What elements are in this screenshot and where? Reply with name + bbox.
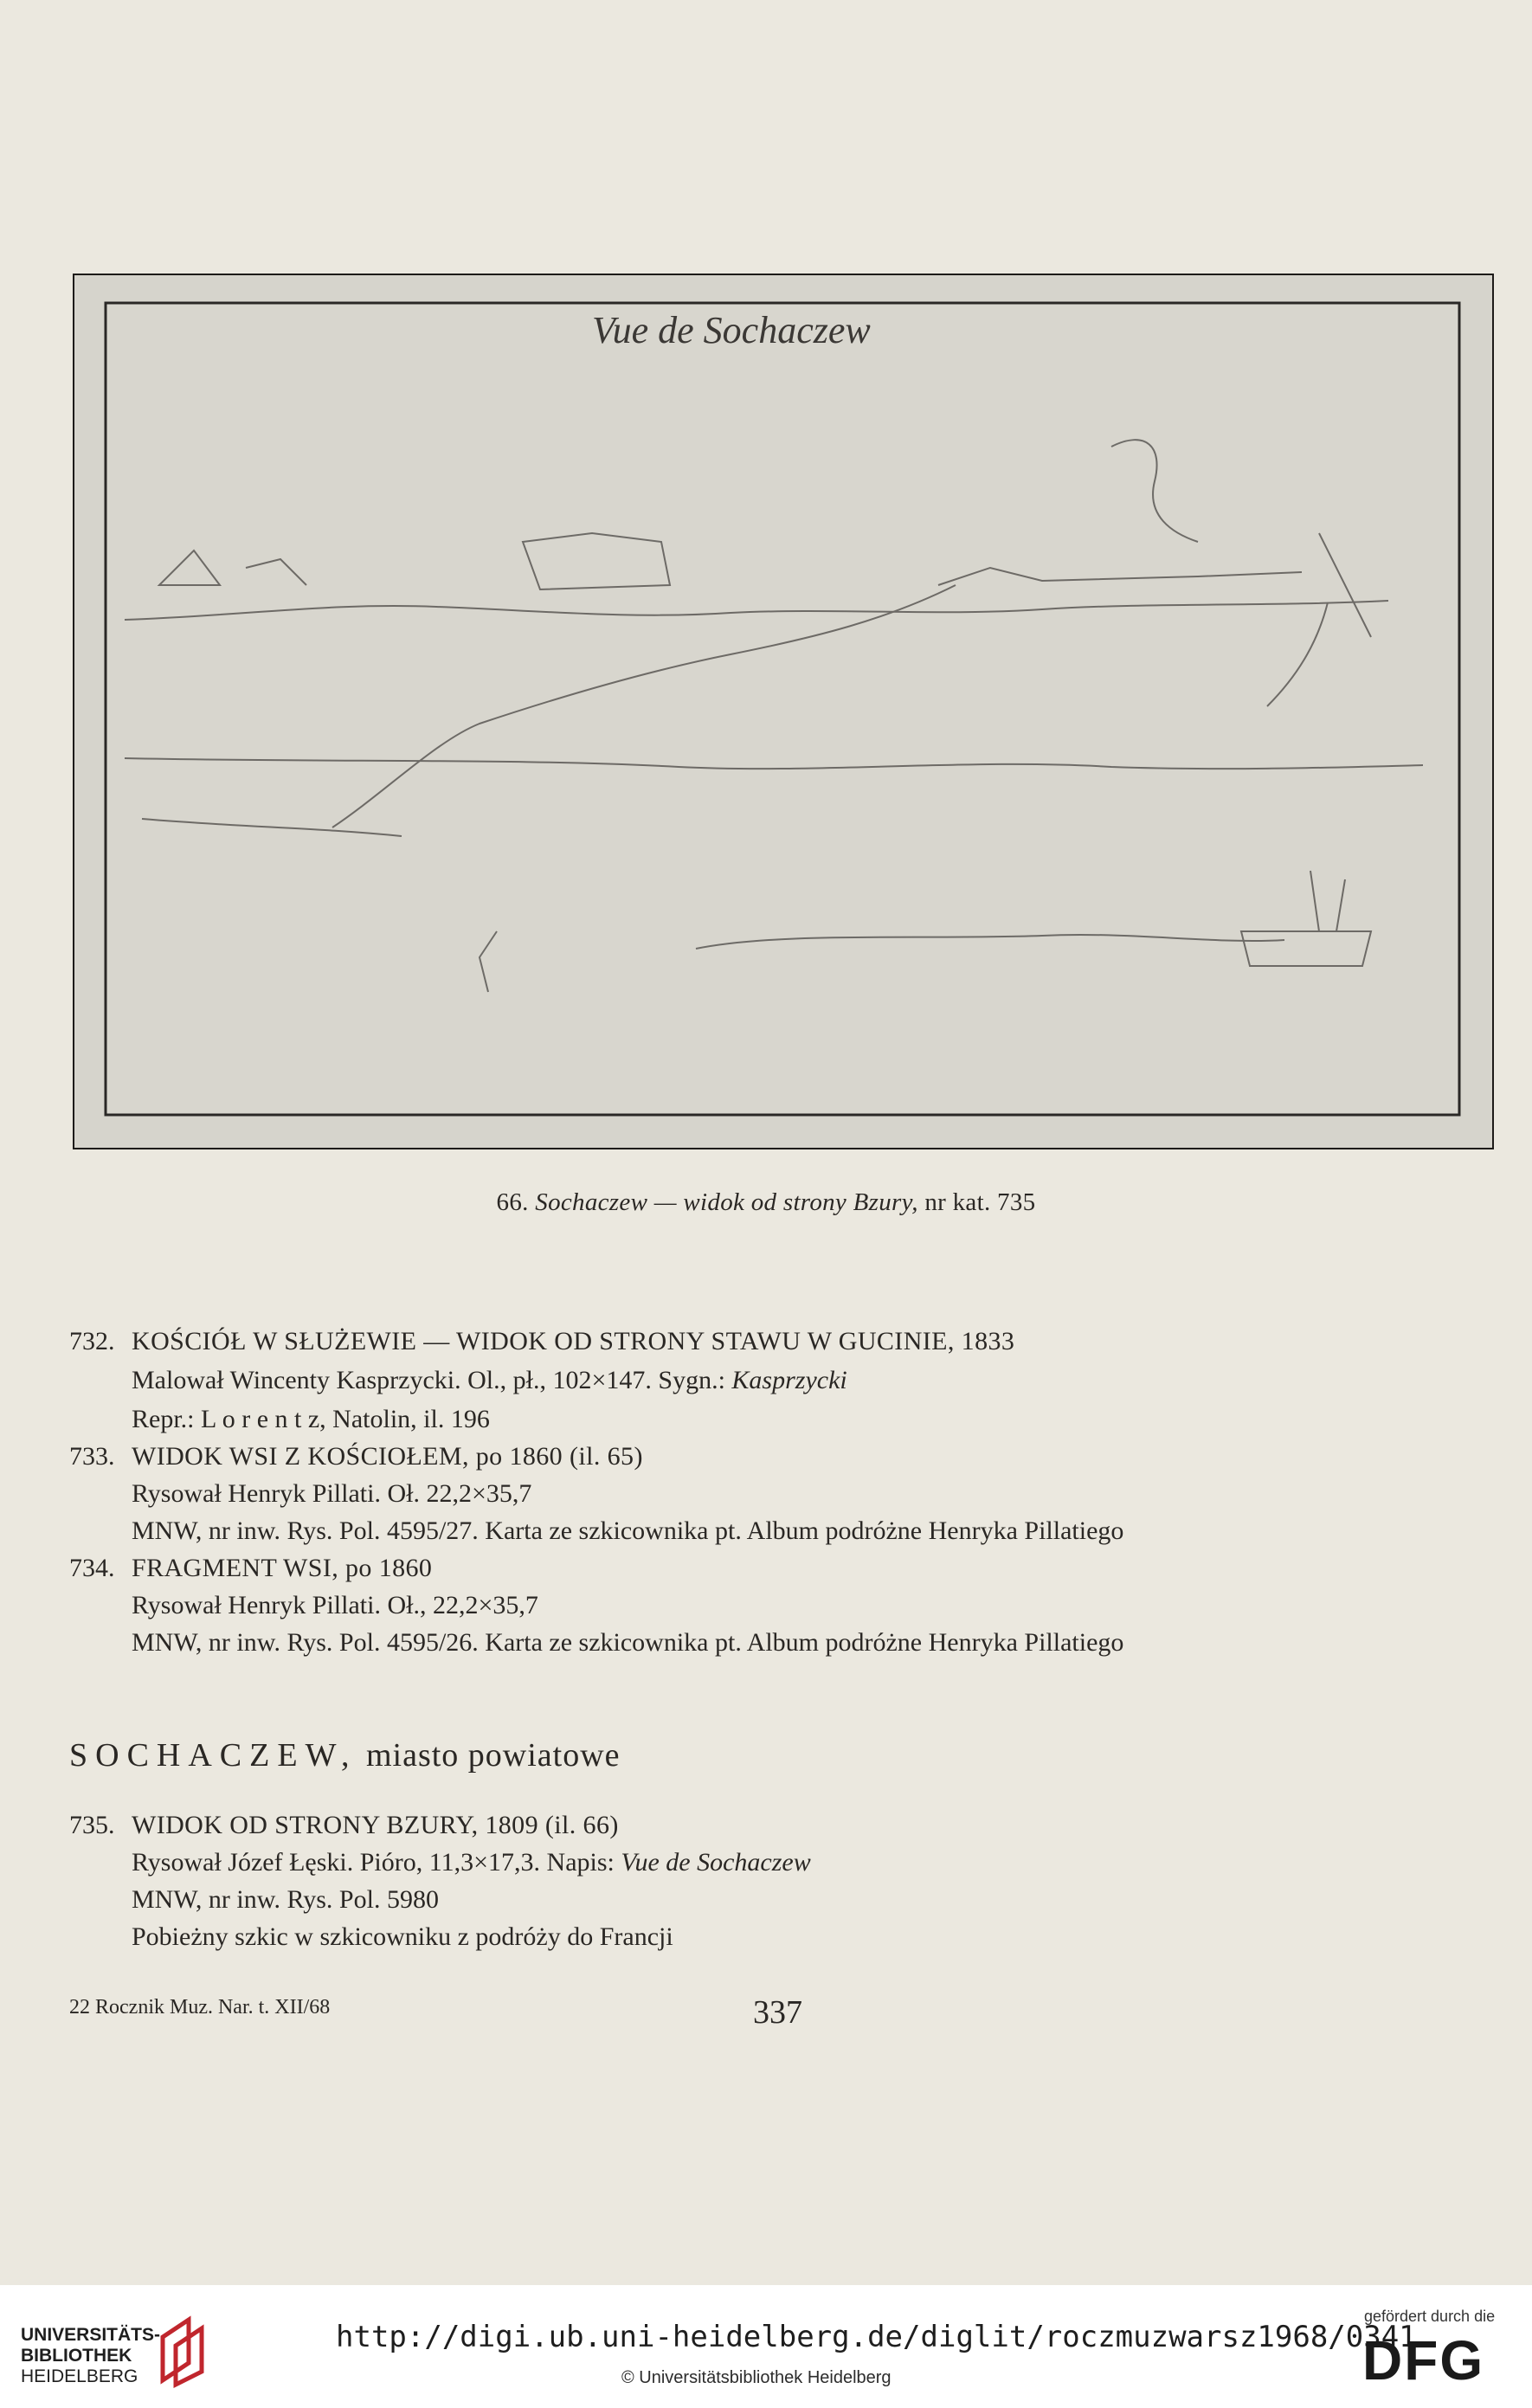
- entry-line: Rysował Henryk Pillati. Oł., 22,2×35,7: [132, 1591, 538, 1619]
- caption-ref: nr kat. 735: [924, 1188, 1036, 1216]
- entry-number: 732.: [69, 1327, 115, 1355]
- copyright-notice: © Universitätsbibliothek Heidelberg: [621, 2368, 892, 2387]
- entry-line: MNW, nr inw. Rys. Pol. 4595/26. Karta ze szkicownika pt. Album podróżne Henryka Pillatiego: [132, 1628, 1124, 1657]
- entry-line: Rysował Henryk Pillati. Oł. 22,2×35,7: [132, 1479, 532, 1508]
- entry-number: 734.: [69, 1554, 115, 1582]
- entry-heading: KOŚCIÓŁ W SŁUŻEWIE — WIDOK OD STRONY STAWU W GUCINIE, 1833: [132, 1327, 1015, 1355]
- page-number: 337: [753, 1994, 802, 2031]
- entry-line: MNW, nr inw. Rys. Pol. 5980: [132, 1885, 439, 1914]
- entry-number: 735.: [69, 1811, 115, 1839]
- library-name: UNIVERSITÄTS- BIBLIOTHEK HEIDELBERG: [21, 2325, 161, 2386]
- caption-number: 66.: [496, 1188, 529, 1216]
- section-description: miasto powiatowe: [365, 1737, 621, 1774]
- entry-line: Rysował Józef Łęski. Pióro, 11,3×17,3. Napis: Vue de Sochaczew: [132, 1848, 811, 1877]
- dfg-logo: DFG: [1362, 2329, 1485, 2392]
- figure-caption: [0, 1188, 1532, 1217]
- permalink[interactable]: http://digi.ub.uni-heidelberg.de/diglit/roczmuzwarsz1968/0341: [336, 2320, 1417, 2354]
- running-footer: 22 Rocznik Muz. Nar. t. XII/68: [69, 1996, 331, 2018]
- sketch-drawing: [73, 274, 1494, 1149]
- entry-heading: FRAGMENT WSI, po 1860: [132, 1554, 433, 1582]
- illustration-plate: [73, 274, 1494, 1149]
- entry-heading: WIDOK OD STRONY BZURY, 1809 (il. 66): [132, 1811, 619, 1839]
- sketch-inscription: Vue de Sochaczew: [592, 309, 871, 351]
- entry-line: MNW, nr inw. Rys. Pol. 4595/27. Karta ze szkicownika pt. Album podróżne Henryka Pillatiego: [132, 1516, 1124, 1545]
- entry-number: 733.: [69, 1442, 115, 1471]
- section-name: SOCHACZEW,: [69, 1737, 357, 1774]
- library-logo-icon: [154, 2311, 215, 2389]
- section-heading: [69, 1736, 621, 1774]
- entry-line: Pobieżny szkic w szkicowniku z podróży do Francji: [132, 1922, 673, 1951]
- caption-title: Sochaczew — widok od strony Bzury,: [535, 1188, 918, 1216]
- funding-note: gefördert durch die: [1364, 2308, 1496, 2325]
- digitization-bar: [0, 2285, 1532, 2408]
- entry-line: Repr.: L o r e n t z, Natolin, il. 196: [132, 1405, 490, 1433]
- entry-line: Malował Wincenty Kasprzycki. Ol., pł., 102×147. Sygn.: Kasprzycki: [132, 1366, 847, 1394]
- entry-heading: WIDOK WSI Z KOŚCIOŁEM, po 1860 (il. 65): [132, 1442, 643, 1471]
